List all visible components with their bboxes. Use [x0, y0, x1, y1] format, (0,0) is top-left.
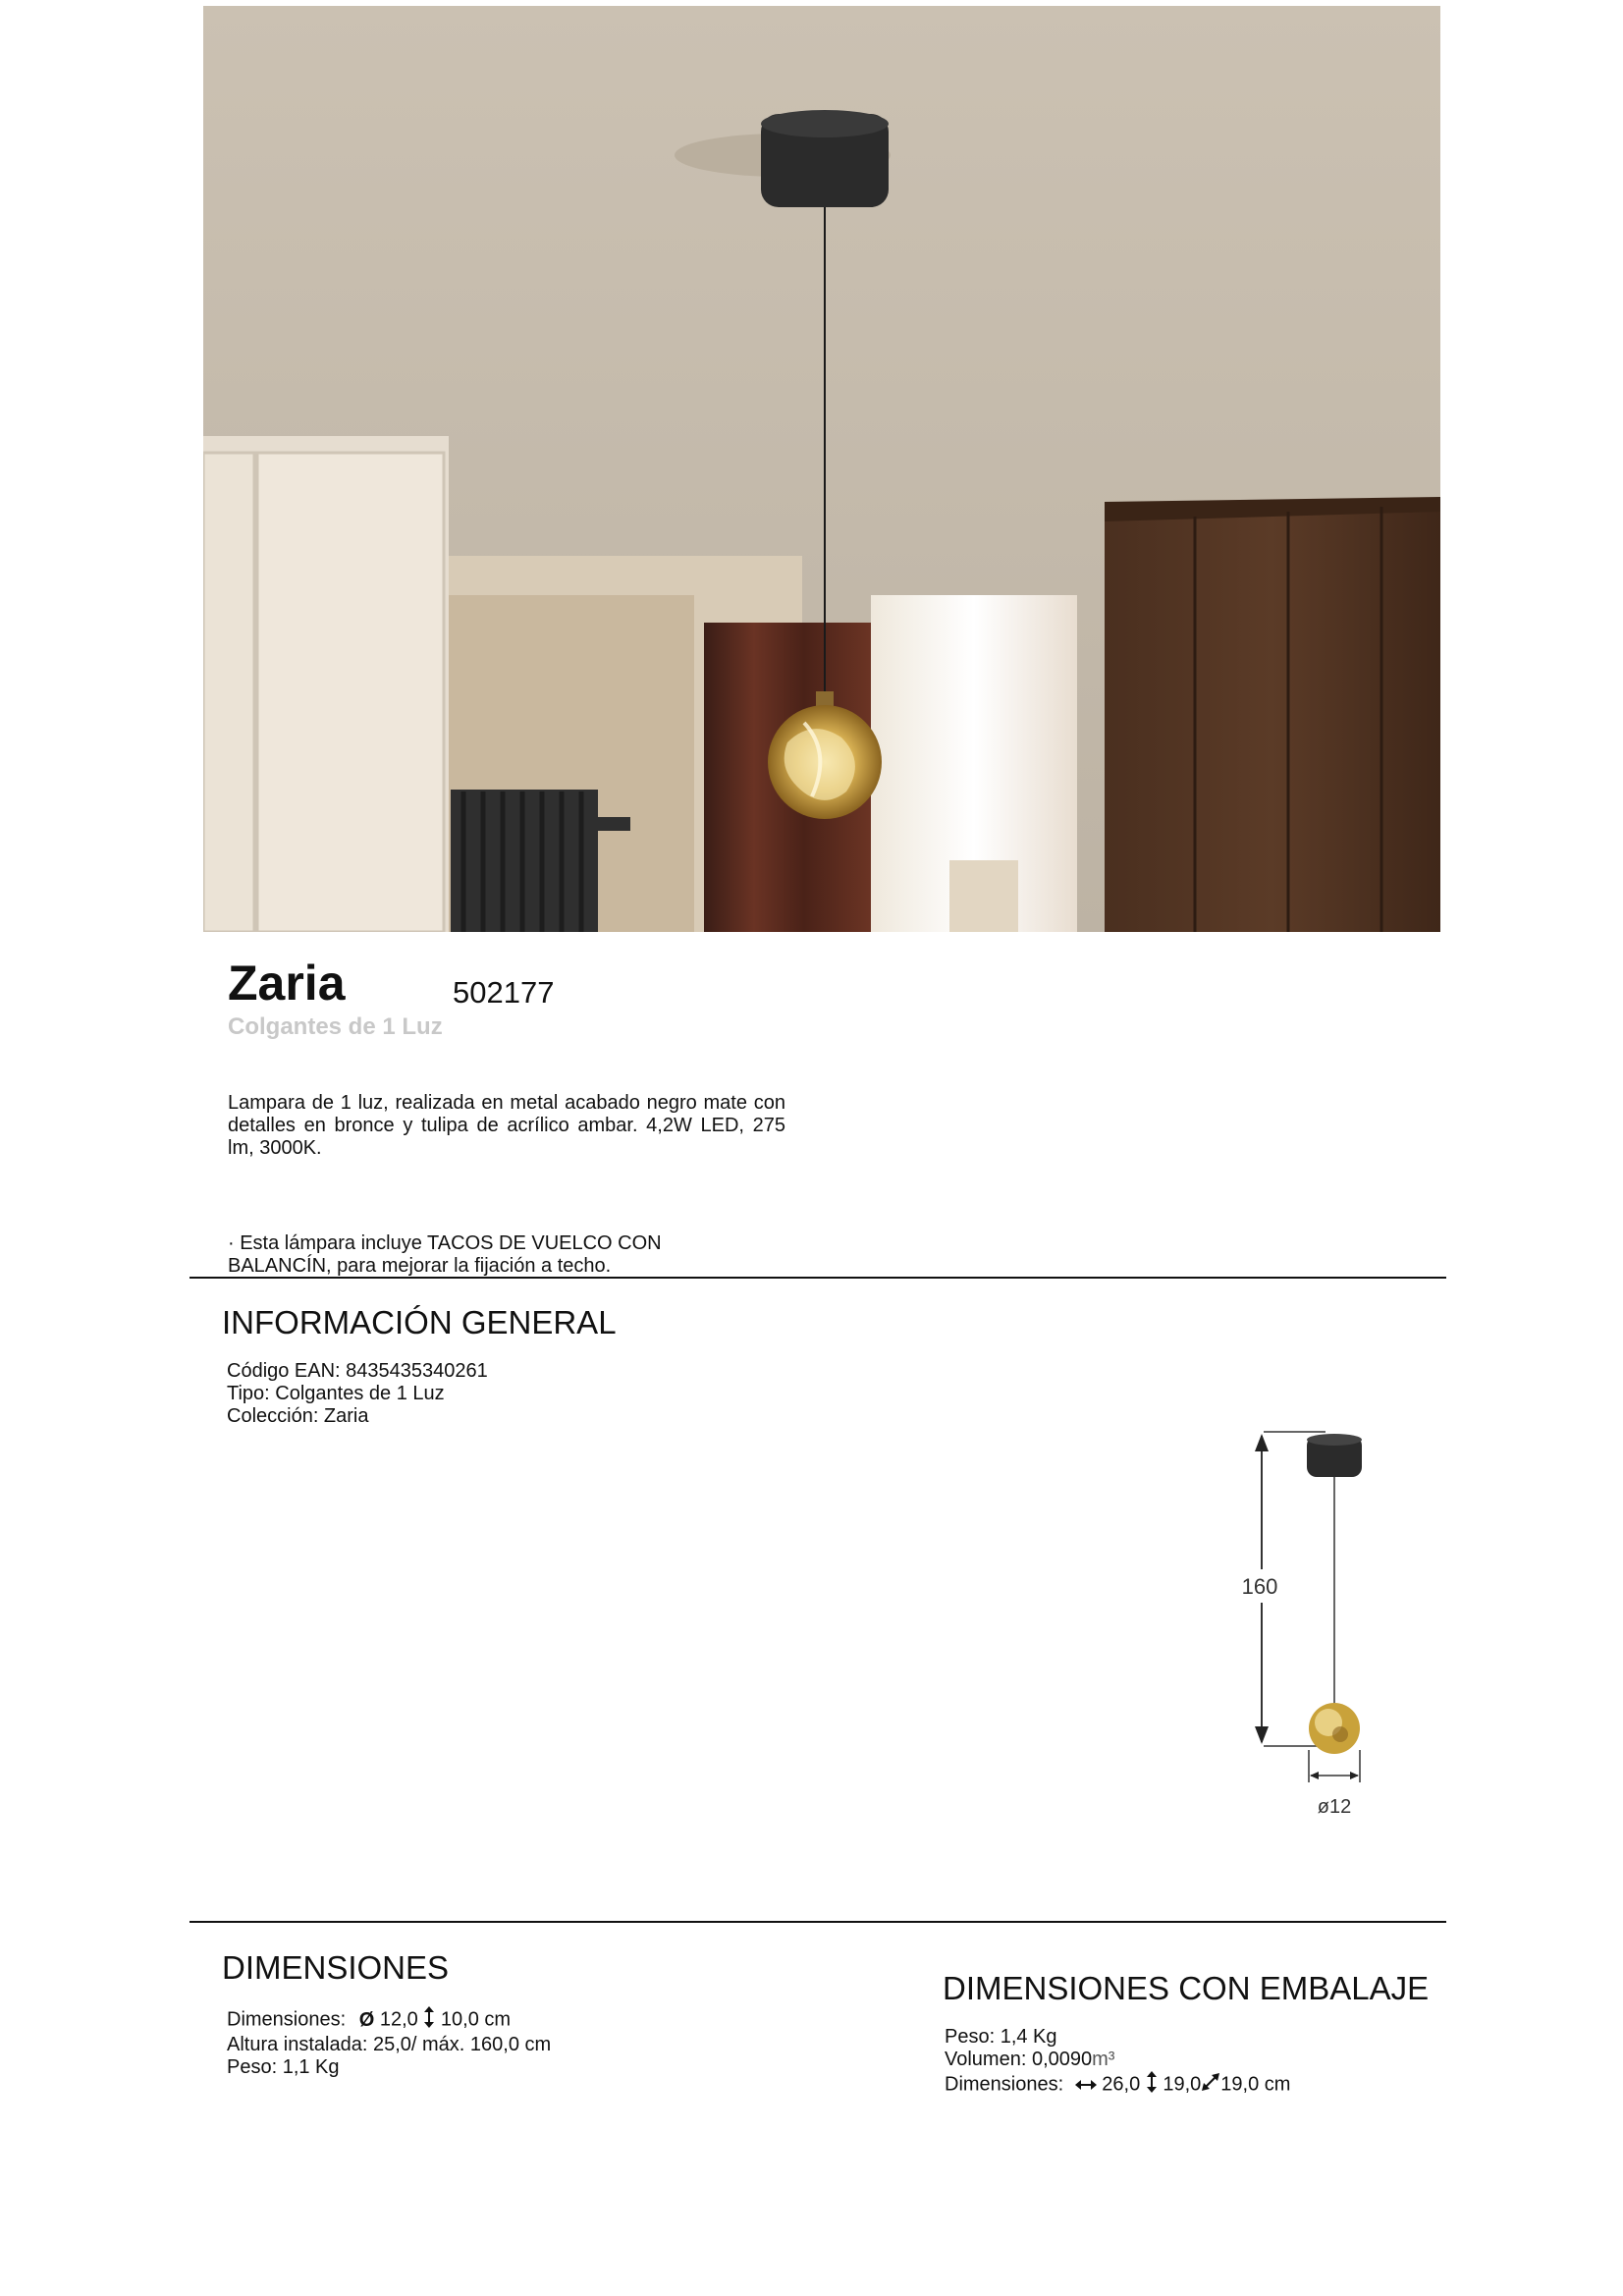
packaging-width: 26,0 [1102, 2073, 1141, 2096]
packaging-heading: DIMENSIONES CON EMBALAJE [943, 1970, 1430, 2006]
general-info-heading: INFORMACIÓN GENERAL [222, 1304, 617, 1340]
note-line-2: BALANCÍN, para mejorar la fijación a techo. [228, 1255, 612, 1277]
dimensions-list [227, 2006, 551, 2079]
packaging-dimensions-row [945, 2071, 1290, 2099]
vertical-arrow-icon [423, 2006, 435, 2034]
packaging-weight: Peso: 1,4 Kg [945, 2026, 1057, 2048]
divider-top [189, 1277, 1446, 1279]
product-collection: Colección: Zaria [227, 1405, 369, 1427]
packaging-dimensions-label: Dimensiones: [945, 2073, 1064, 2096]
note-line-1: · Esta lámpara incluye TACOS DE VUELCO CON [228, 1232, 662, 1254]
product-weight: Peso: 1,1 Kg [227, 2056, 340, 2078]
divider-bottom [189, 1921, 1446, 1923]
ean-code: Código EAN: 8435435340261 [227, 1360, 488, 1382]
diameter-label: ø12 [1317, 1796, 1352, 1818]
product-code: 502177 [453, 975, 555, 1010]
product-category: Colgantes de 1 Luz [228, 1013, 443, 1040]
packaging-list [945, 2026, 1290, 2099]
dimensions-height: 10,0 cm [440, 2008, 512, 2031]
diagonal-arrow-icon [1201, 2072, 1220, 2098]
diameter-icon: Ø [358, 2008, 375, 2031]
product-description: Lampara de 1 luz, realizada en metal acabado negro mate con detalles en bronce y tulipa de acrílico ambar. 4,2W LED, 275 lm, 3000K. [228, 1092, 785, 1159]
packaging-volume: Volumen: 0,0090 [945, 2049, 1093, 2070]
dimensions-row [227, 2006, 551, 2034]
product-name: Zaria [228, 956, 346, 1011]
packaging-height: 19,0 [1163, 2073, 1202, 2096]
dimensions-diameter: 12,0 [379, 2008, 418, 2031]
vertical-arrow-icon [1146, 2071, 1158, 2099]
height-label: 160 [1241, 1574, 1278, 1599]
product-note [228, 1232, 738, 1278]
dimension-diagram [1222, 1414, 1399, 1827]
volume-unit: m³ [1092, 2049, 1115, 2070]
product-photo [203, 6, 1440, 932]
packaging-depth: 19,0 cm [1220, 2073, 1291, 2096]
packaging-volume-row [945, 2049, 1290, 2071]
product-type: Tipo: Colgantes de 1 Luz [227, 1383, 445, 1404]
installed-height: Altura instalada: 25,0/ máx. 160,0 cm [227, 2034, 552, 2055]
dimensions-heading: DIMENSIONES [222, 1949, 450, 1986]
horizontal-arrow-icon [1075, 2074, 1097, 2097]
general-info-list [227, 1360, 488, 1428]
dimensions-label: Dimensiones: [227, 2008, 347, 2031]
